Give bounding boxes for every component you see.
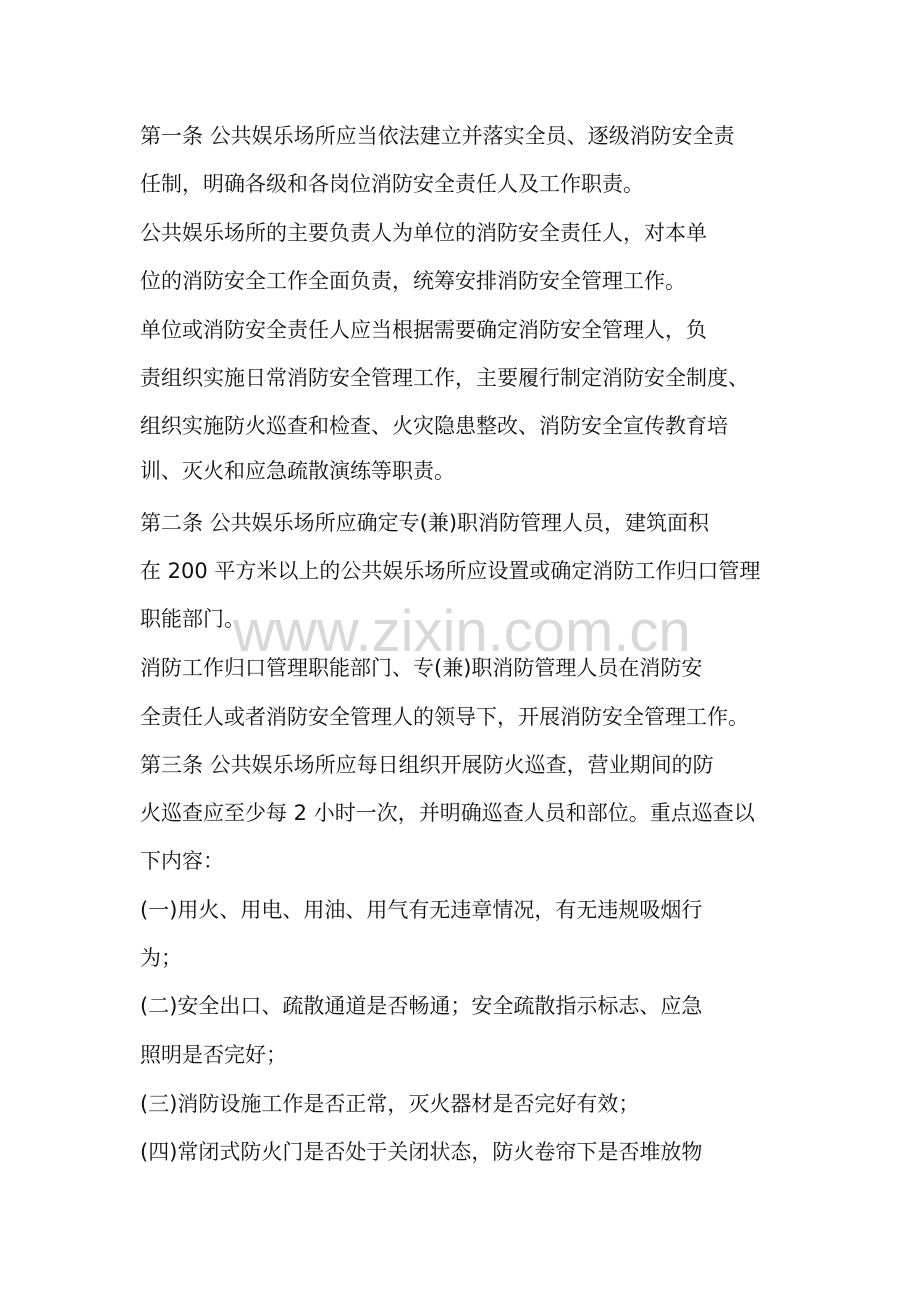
text-line: (一)用火、用电、用油、用气有无违章情况，有无违规吸烟行 <box>140 898 703 922</box>
text-line: 照明是否完好； <box>140 1043 287 1067</box>
text-line: 第二条 公共娱乐场所应确定专(兼)职消防管理人员，建筑面积 <box>140 511 710 535</box>
text-line: 第一条 公共娱乐场所应当依法建立并落实全员、逐级消防安全责 <box>140 124 735 148</box>
watermark: www.zixin.com.cn <box>233 599 691 664</box>
text-line: 任制，明确各级和各岗位消防安全责任人及工作职责。 <box>140 172 644 196</box>
text-line: 位的消防安全工作全面负责，统筹安排消防安全管理工作。 <box>140 269 686 293</box>
text-line: 训、灭火和应急疏散演练等职责。 <box>140 459 455 483</box>
text-line: 火巡查应至少每 2 小时一次，并明确巡查人员和部位。重点巡查以 <box>140 801 755 825</box>
text-line: 全责任人或者消防安全管理人的领导下，开展消防安全管理工作。 <box>140 705 749 729</box>
text-line: 职能部门。 <box>140 607 245 631</box>
text-line: 为； <box>140 946 182 970</box>
text-line: (三)消防设施工作是否正常，灭火器材是否完好有效； <box>140 1092 640 1116</box>
text-line: 第三条 公共娱乐场所应每日组织开展防火巡查，营业期间的防 <box>140 753 714 777</box>
text-line: 公共娱乐场所的主要负责人为单位的消防安全责任人，对本单 <box>140 221 707 245</box>
text-line: 在 200 平方米以上的公共娱乐场所应设置或确定消防工作归口管理 <box>140 559 761 583</box>
text-line: 下内容： <box>140 849 224 873</box>
text-line: (四)常闭式防火门是否处于关闭状态，防火卷帘下是否堆放物 <box>140 1140 703 1164</box>
text-line: 责组织实施日常消防安全管理工作，主要履行制定消防安全制度、 <box>140 366 749 390</box>
text-line: 组织实施防火巡查和检查、火灾隐患整改、消防安全宣传教育培 <box>140 414 728 438</box>
text-line: (二)安全出口、疏散通道是否畅通；安全疏散指示标志、应急 <box>140 994 703 1018</box>
text-line: 消防工作归口管理职能部门、专(兼)职消防管理人员在消防安 <box>140 656 703 680</box>
text-line: 单位或消防安全责任人应当根据需要确定消防安全管理人，负 <box>140 318 707 342</box>
